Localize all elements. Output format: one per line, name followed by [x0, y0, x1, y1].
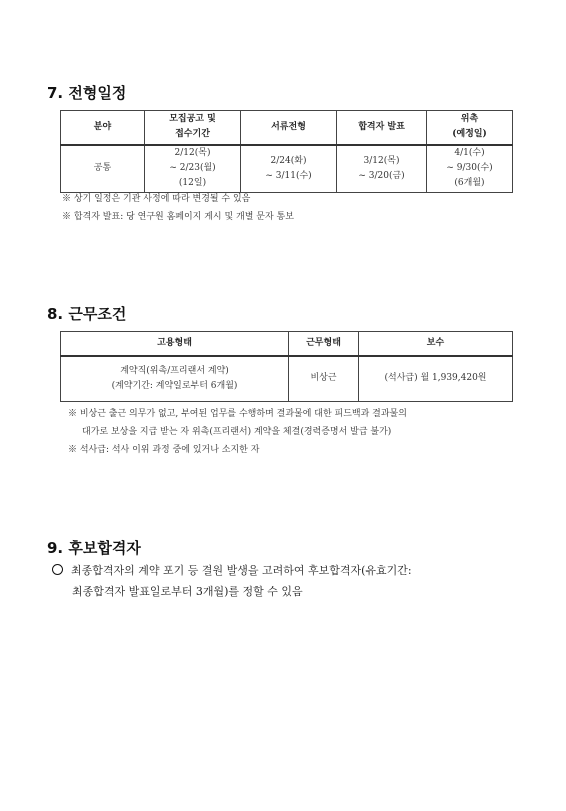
schedule-header-announcement: 합격자 발표 [337, 111, 427, 145]
hollow-circle-bullet-icon [52, 564, 63, 575]
schedule-note-1: ※ 상기 일정은 기관 사정에 따라 변경될 수 있음 [62, 194, 251, 204]
paragraph-line-1-text: 최종합격자의 계약 포기 등 결원 발생을 고려하여 후보합격자(유효기간: [71, 564, 412, 577]
schedule-data-row [61, 145, 513, 193]
conditions-header-employment-type: 고용형태 [61, 332, 289, 356]
paragraph-line-1 [52, 560, 542, 581]
conditions-data-row [61, 356, 513, 402]
working-conditions-table [60, 331, 513, 402]
section-7-title: 7. 전형일정 [47, 84, 127, 102]
schedule-header-appointment: 위촉 (예정일) [427, 111, 513, 145]
conditions-cell-employment-type: 계약직(위촉/프리랜서 계약) (계약기간: 계약일로부터 6개월) [61, 356, 289, 402]
section-9-title: 9. 후보합격자 [47, 539, 141, 557]
schedule-cell-recruit-period: 2/12(목) ~ 2/23(월) (12일) [145, 145, 241, 193]
schedule-note-2: ※ 합격자 발표: 당 연구원 홈페이지 게시 및 개별 문자 통보 [62, 212, 294, 222]
conditions-cell-pay: (석사급) 월 1,939,420원 [359, 356, 513, 402]
schedule-header-document-screening: 서류전형 [241, 111, 337, 145]
schedule-header-field: 분야 [61, 111, 145, 145]
paragraph-line-2: 최종합격자 발표일로부터 3개월)를 정할 수 있음 [72, 585, 303, 598]
conditions-header-pay: 보수 [359, 332, 513, 356]
schedule-cell-field: 공통 [61, 145, 145, 193]
conditions-header-work-type: 근무형태 [289, 332, 359, 356]
schedule-cell-appointment: 4/1(수) ~ 9/30(수) (6개월) [427, 145, 513, 193]
conditions-note-1-cont: 대가로 보상을 지급 받는 자 위촉(프리랜서) 계약을 체결(경력증명서 발급 불가) [82, 427, 392, 437]
reserve-candidate-paragraph [52, 560, 542, 602]
conditions-header-row [61, 332, 513, 356]
conditions-note-1: ※ 비상근 출근 의무가 없고, 부여된 업무를 수행하며 결과물에 대한 피드백과 결과물의 [68, 409, 407, 419]
schedule-table [60, 110, 513, 193]
conditions-note-2: ※ 석사급: 석사 이위 과정 중에 있거나 소지한 자 [68, 445, 260, 455]
schedule-header-row [61, 111, 513, 145]
conditions-cell-work-type: 비상근 [289, 356, 359, 402]
schedule-cell-document-screening: 2/24(화) ~ 3/11(수) [241, 145, 337, 193]
section-8-title: 8. 근무조건 [47, 305, 127, 323]
schedule-header-recruit-period: 모집공고 및 접수기간 [145, 111, 241, 145]
schedule-cell-announcement: 3/12(목) ~ 3/20(금) [337, 145, 427, 193]
